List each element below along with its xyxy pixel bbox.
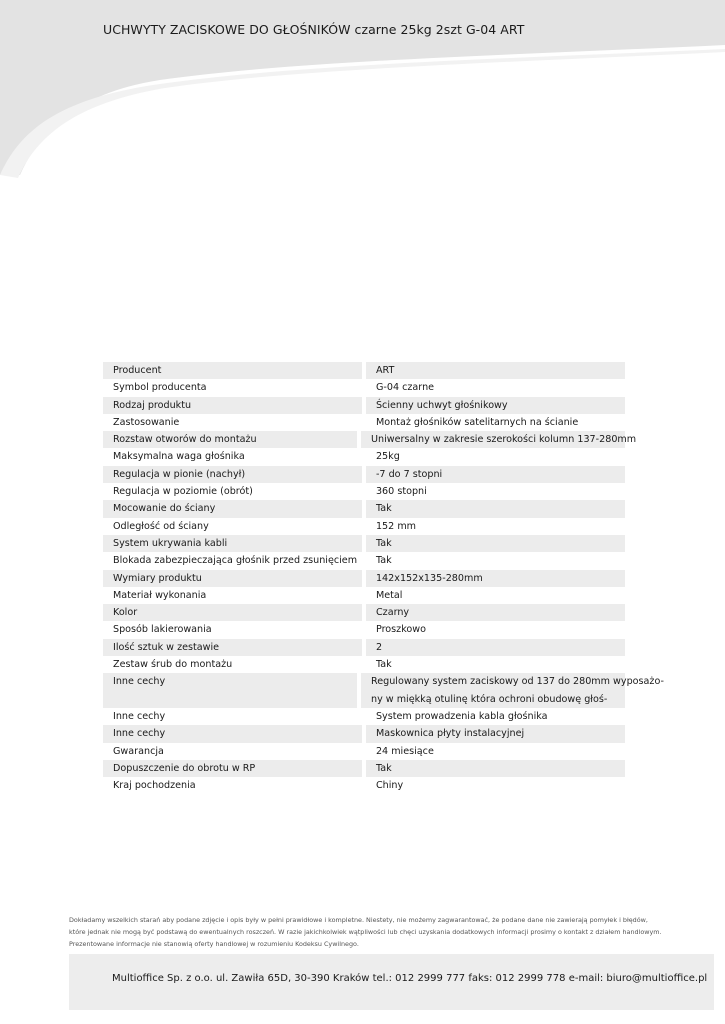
disclaimer-line: które jednak nie mogą być podstawą do ewentualnych roszczeń. W razie jakichkolwiek wątpliwości lub chęci uzyskania dodatkowych informacji prosimy o kontakt z działem handlowym. [69,928,662,936]
spec-value [366,760,625,777]
spec-row [103,379,625,396]
spec-value [366,535,625,552]
spec-row [103,725,625,742]
spec-value-line: Metal [375,589,403,601]
spec-label: Producent [103,362,362,379]
spec-value-line: 142x152x135-280mm [375,572,483,584]
spec-label: Rozstaw otworów do montażu [103,431,357,448]
spec-value [366,587,625,604]
spec-label: Kolor [103,604,362,621]
spec-value-line: 2 [375,641,383,653]
spec-row [103,362,625,379]
page-title: UCHWYTY ZACISKOWE DO GŁOŚNIKÓW czarne 25kg 2szt G-04 ART [103,22,525,37]
spec-value [366,725,625,742]
spec-value-line: Tak [375,537,392,549]
spec-value [366,604,625,621]
spec-row [103,673,664,708]
spec-value-line: Tak [375,659,392,671]
spec-label: Zestaw śrub do montażu [103,656,362,673]
spec-row [103,708,625,725]
spec-label: Sposób lakierowania [103,621,362,638]
spec-value-line: 360 stopni [375,486,427,498]
spec-value [366,518,625,535]
spec-row [103,656,625,673]
spec-value-line: ny w miękką otulinę która ochroni obudowę głoś- [371,693,608,705]
spec-label: Inne cechy [103,725,362,742]
spec-table [103,362,664,794]
spec-row [103,587,625,604]
spec-row [103,535,625,552]
spec-value-line: Czarny [375,607,410,619]
spec-value [366,414,625,431]
spec-value [366,362,625,379]
spec-row [103,466,625,483]
spec-value [366,483,625,500]
spec-value-line: 25kg [375,451,400,463]
spec-label: Kraj pochodzenia [103,777,362,794]
spec-value-line: -7 do 7 stopni [375,468,443,480]
spec-value [366,656,625,673]
spec-label: Dopuszczenie do obrotu w RP [103,760,362,777]
spec-value-line: Uniwersalny w zakresie szerokości kolumn 137-280mm [371,434,637,446]
spec-row [103,518,625,535]
footer-contact: Multioffice Sp. z o.o. ul. Zawiła 65D, 30-390 Kraków tel.: 012 2999 777 faks: 012 2999 778 e-mail: biuro@multioffice.pl [112,973,708,984]
spec-row [103,500,625,517]
spec-value-line: Montaż głośników satelitarnych na ścianie [375,416,579,428]
spec-label: Gwarancja [103,743,362,760]
spec-value-line: Regulowany system zaciskowy od 137 do 280mm wyposażo- [371,676,664,688]
spec-value [366,639,625,656]
spec-value [366,397,625,414]
spec-value [366,379,625,396]
spec-row [103,760,625,777]
spec-row [103,552,625,569]
spec-row [103,483,625,500]
spec-label: Blokada zabezpieczająca głośnik przed zsunięciem [103,552,362,569]
spec-value-line: Maskownica płyty instalacyjnej [375,728,525,740]
spec-value-line: Chiny [375,780,404,792]
spec-value [366,500,625,517]
spec-label: Maksymalna waga głośnika [103,448,362,465]
disclaimer-line: Prezentowane informacje nie stanowią oferty handlowej w rozumieniu Kodeksu Cywilnego. [69,940,359,948]
spec-value [366,777,625,794]
spec-label: Regulacja w poziomie (obrót) [103,483,362,500]
spec-value [366,708,625,725]
spec-value-line: ART [375,365,395,376]
spec-value-line: System prowadzenia kabla głośnika [375,710,548,722]
spec-label: Inne cechy [103,673,357,708]
spec-value-line: Ścienny uchwyt głośnikowy [375,399,508,411]
spec-row [103,604,625,621]
spec-row [103,431,637,448]
spec-label: System ukrywania kabli [103,535,362,552]
spec-value-line: G-04 czarne [375,382,435,394]
spec-value-line: Proszkowo [375,624,427,636]
spec-value [361,673,664,708]
disclaimer [69,914,689,950]
spec-label: Odległość od ściany [103,518,362,535]
spec-row [103,777,625,794]
spec-label: Rodzaj produktu [103,397,362,414]
spec-value [366,743,625,760]
spec-label: Zastosowanie [103,414,362,431]
spec-label: Ilość sztuk w zestawie [103,639,362,656]
spec-label: Inne cechy [103,708,362,725]
spec-value [366,621,625,638]
spec-row [103,570,625,587]
spec-value-line: 152 mm [375,520,417,532]
footer [69,954,714,1010]
spec-value-line: Tak [375,503,392,515]
spec-row [103,414,625,431]
spec-label: Mocowanie do ściany [103,500,362,517]
spec-label: Regulacja w pionie (nachył) [103,466,362,483]
spec-value [361,431,637,448]
spec-value-line: 24 miesiące [375,745,434,757]
spec-row [103,621,625,638]
spec-label: Symbol producenta [103,379,362,396]
spec-row [103,397,625,414]
spec-row [103,743,625,760]
spec-value-line: Tak [375,555,392,567]
spec-value [366,570,625,587]
spec-value-line: Tak [375,762,392,774]
spec-value [366,448,625,465]
spec-label: Materiał wykonania [103,587,362,604]
spec-value [366,466,625,483]
spec-row [103,639,625,656]
spec-label: Wymiary produktu [103,570,362,587]
disclaimer-line: Dokładamy wszelkich starań aby podane zdjęcie i opis były w pełni prawidłowe i kompletne. Niestety, nie możemy zagwarantować, że podane dane nie zawierają pomyłek i błędów, [69,916,648,924]
spec-row [103,448,625,465]
spec-value [366,552,625,569]
